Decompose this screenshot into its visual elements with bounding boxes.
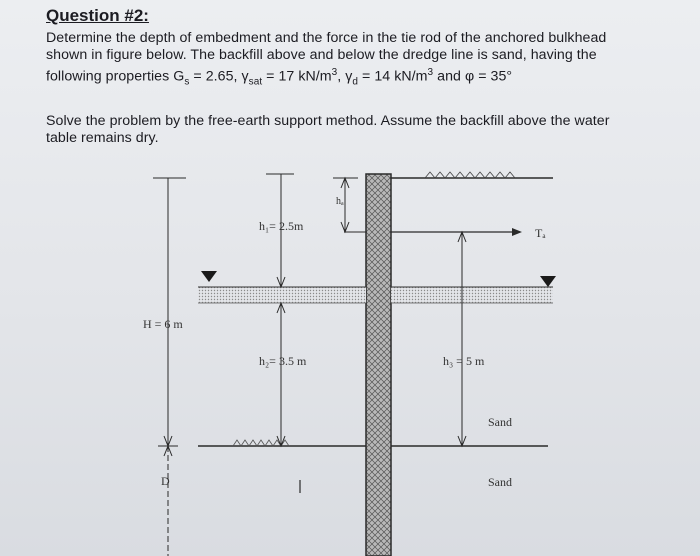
gamma-sat-exponent: 3: [331, 67, 338, 78]
water-table-left: [198, 287, 366, 303]
solve-instruction: [46, 113, 666, 147]
label-ha: hₐ: [336, 196, 344, 207]
statement-line-2: shown in figure below. The backfill above and below the dredge line is sand, having the: [46, 47, 597, 63]
gs-subscript: s: [184, 76, 190, 88]
gamma-sat-value: = 17 kN/m: [262, 68, 332, 85]
water-table-marker-right: [540, 276, 556, 287]
gamma-d-subscript: d: [352, 76, 359, 88]
solve-line-2: table remains dry.: [46, 130, 159, 146]
label-h2: h₂= 3.5 m: [259, 354, 307, 368]
statement-line-1: Determine the depth of embedment and the force in the tie rod of the anchored bulkhead: [46, 30, 607, 46]
phi-value: and φ = 35°: [433, 68, 513, 85]
solve-line-1: Solve the problem by the free-earth support method. Assume the backfill above the water: [46, 113, 610, 129]
gamma-d-label: , γ: [337, 68, 353, 85]
label-sand-lower: Sand: [488, 475, 512, 489]
water-table-marker-left: [201, 271, 217, 282]
sheet-pile: [366, 174, 391, 556]
statement-line-3: [46, 64, 666, 91]
label-D: D: [161, 474, 170, 488]
ground-hatch-top: [425, 172, 515, 178]
label-h3: h₃ = 5 m: [443, 354, 485, 368]
label-Ta: Tₐ: [535, 226, 546, 240]
bulkhead-figure: [0, 160, 700, 556]
label-h1: h₁= 2.5m: [259, 219, 304, 233]
tie-rod-arrow: [512, 228, 522, 236]
question-title: Question #2:: [46, 6, 149, 25]
label-sand-upper: Sand: [488, 415, 512, 429]
problem-statement: [46, 30, 666, 91]
gs-value: = 2.65, γ: [189, 68, 249, 85]
gamma-d-value: = 14 kN/m: [358, 68, 428, 85]
gs-prefix: following properties G: [46, 68, 185, 85]
label-H: H = 6 m: [143, 317, 183, 331]
gamma-d-exponent: 3: [427, 67, 434, 78]
gamma-sat-subscript: sat: [248, 76, 263, 88]
water-table-right: [391, 287, 553, 303]
